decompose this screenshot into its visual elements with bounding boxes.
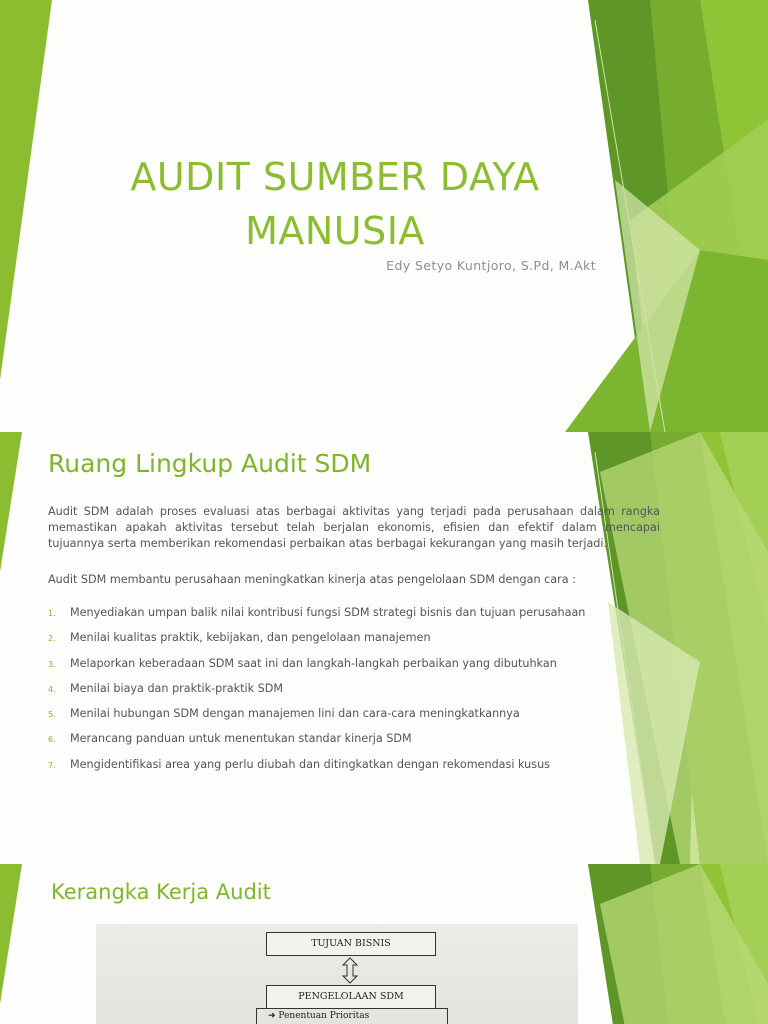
list-text: Menyediakan umpan balik nilai kontribusi fungsi SDM strategi bisnis dan tujuan perusahaan — [70, 606, 586, 619]
list-number: 7. — [48, 760, 56, 770]
slide-title-line-1: AUDIT SUMBER DAYA — [130, 155, 540, 199]
content-slide — [0, 432, 768, 864]
list-text: Menilai kualitas praktik, kebijakan, dan pengelolaan manajemen — [70, 631, 431, 645]
diagram-item-text: Penentuan Prioritas — [278, 1011, 370, 1021]
list-number: 2. — [48, 634, 56, 644]
slide-title-line-2: MANUSIA — [245, 209, 425, 253]
list-number: 5. — [48, 710, 56, 720]
list-text: Menilai hubungan SDM dengan manajemen lini dan cara-cara meningkatkannya — [70, 707, 520, 721]
slide-title — [60, 150, 610, 258]
list-number: 4. — [48, 684, 56, 694]
intro-paragraph: Audit SDM membantu perusahaan meningkatkan kinerja atas pengelolaan SDM dengan cara : — [48, 573, 576, 586]
section-heading: Kerangka Kerja Audit — [51, 880, 271, 904]
list-text: Merancang panduan untuk menentukan standar kinerja SDM — [70, 732, 412, 746]
slide2-decoration — [0, 432, 768, 864]
list-number: 3. — [48, 659, 56, 669]
list-text: Mengidentifikasi area yang perlu diubah dan ditingkatkan dengan rekomendasi kusus — [70, 757, 550, 771]
diagram-box-tujuan-bisnis: TUJUAN BISNIS — [266, 932, 436, 956]
title-slide — [0, 0, 768, 432]
framework-slide — [0, 864, 768, 1024]
list-number: 1. — [48, 609, 56, 618]
section-heading: Ruang Lingkup Audit SDM — [48, 449, 372, 478]
diagram-box-pengelolaan-sdm: PENGELOLAAN SDM — [266, 985, 436, 1009]
double-arrow-icon — [341, 957, 359, 984]
list-text: Menilai biaya dan praktik-praktik SDM — [70, 681, 284, 695]
author-subtitle: Edy Setyo Kuntjoro, S.Pd, M.Akt — [386, 258, 596, 273]
framework-diagram — [96, 924, 578, 1024]
definition-paragraph: Audit SDM adalah proses evaluasi atas berbagai aktivitas yang terjadi pada perusahaan dalam rangka memastikan apakah aktivitas tersebut telah berjalan ekonomis, efisien dan efektif dalam mencapai tujuannya serta memberikan rekomendasi perbaikan atas berbagai kekurangan yang masih terjadi. — [48, 505, 660, 550]
diagram-item-prioritas — [268, 1011, 369, 1021]
list-text: Melaporkan keberadaan SDM saat ini dan langkah-langkah perbaikan yang dibutuhkan — [70, 656, 557, 670]
list-number: 6. — [48, 735, 56, 745]
arrow-bullet-icon: ➜ — [268, 1011, 276, 1021]
